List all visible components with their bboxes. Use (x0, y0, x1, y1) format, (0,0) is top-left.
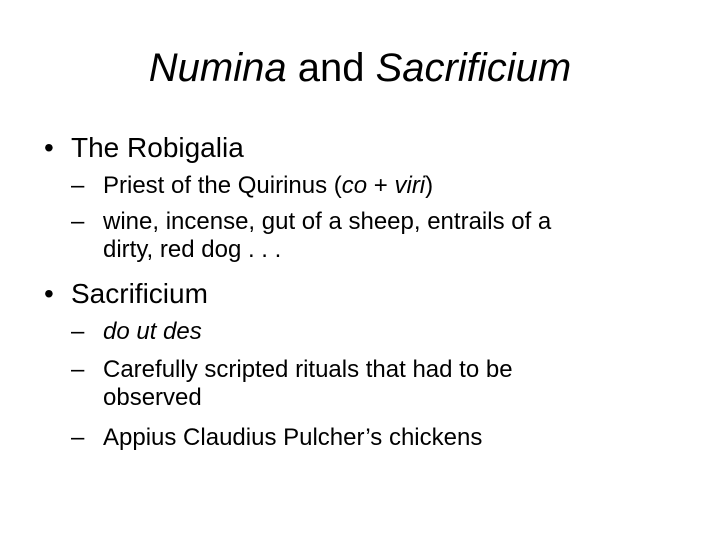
bullet-text: The Robigalia (71, 132, 244, 163)
text-line: observed (103, 384, 202, 411)
slide-title (0, 44, 720, 92)
subitem-marker: – (71, 356, 85, 383)
text-line: wine, incense, gut of a sheep, entrails of a (103, 208, 552, 235)
subitem-text: do ut des (103, 318, 202, 345)
title-and: and (286, 46, 376, 90)
text-segment: + (367, 172, 395, 199)
subitem-marker: – (71, 172, 85, 199)
title-sacrificium: Sacrificium (375, 46, 572, 90)
subitem-text: Appius Claudius Pulcher’s chickens (103, 424, 483, 451)
text-line: Carefully scripted rituals that had to be (103, 356, 513, 383)
text-italic-viri: viri (394, 172, 426, 199)
subitem-text (103, 172, 433, 200)
subitem-marker: – (71, 424, 85, 451)
bullet-marker: • (44, 132, 54, 163)
bullet-text: Sacrificium (71, 278, 208, 309)
subitem-marker: – (71, 318, 85, 345)
text-segment: Priest of the Quirinus ( (103, 172, 342, 199)
subitem-marker: – (71, 208, 85, 235)
text-italic-co: co (341, 172, 368, 199)
text-line: dirty, red dog . . . (103, 236, 282, 263)
bullet-marker: • (44, 278, 54, 309)
subitem-text (103, 208, 551, 264)
text-segment: ) (425, 172, 434, 199)
subitem-text (103, 356, 513, 412)
title-numina: Numina (148, 46, 287, 90)
